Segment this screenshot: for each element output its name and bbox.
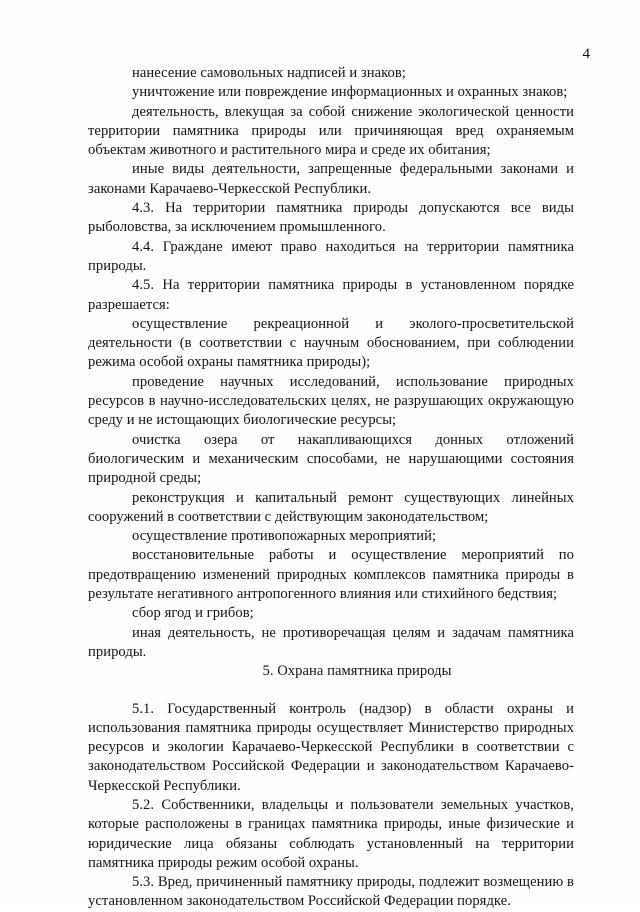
paragraph: 4.5. На территории памятника природы в установленном порядке разрешается: (88, 277, 574, 313)
paragraph: осуществление противопожарных мероприятий; (132, 528, 437, 545)
paragraph: 5.2. Собственники, владельцы и пользователи земельных участков, которые расположены в границах памятника природы, иные физические и юридические лица обязаны соблюдать установленный на территории памятника природы режим особой охраны. (88, 796, 574, 871)
paragraph: нанесение самовольных надписей и знаков; (132, 65, 406, 81)
page-number: 4 (582, 46, 590, 62)
paragraph: уничтожение или повреждение информационных и охранных знаков; (132, 84, 568, 101)
paragraph: сбор ягод и грибов; (132, 605, 254, 622)
paragraph: 5.3. Вред, причиненный памятнику природы, подлежит возмещению в установленном законодательством Российской Федерации порядке. (88, 874, 574, 910)
paragraph: осуществление рекреационной и эколого-просветительской деятельности (в соответствии с научным обоснованием, при соблюдении режима особой охраны памятника природы); (88, 315, 574, 371)
paragraph: деятельность, влекущая за собой снижение экологической ценности территории памятника природы или причиняющая вред охраняемым объектам животного и растительного мира и среде их обитания; (88, 103, 574, 159)
paragraph: очистка озера от накапливающихся донных отложений биологическим и механическим способами, не нарушающими состояния природной среды; (88, 431, 574, 487)
paragraph: 4.4. Граждане имеют право находиться на территории памятника природы. (88, 238, 574, 274)
paragraph: иная деятельность, не противоречащая целям и задачам памятника природы. (88, 624, 574, 660)
paragraph: 4.3. На территории памятника природы допускаются все виды рыболовства, за исключением промышленного. (88, 200, 574, 236)
document-body (88, 64, 574, 912)
section-heading: 5. Охрана памятника природы (262, 663, 452, 680)
paragraph: 5.1. Государственный контроль (надзор) в области охраны и использования памятника природы осуществляет Министерство природных ресурсов и экологии Карачаево-Черкесской Республики в соответствии с законодательством Российской Федерации и законодательством Карачаево-Черкесской Республики. (88, 700, 574, 794)
paragraph: реконструкция и капитальный ремонт существующих линейных сооружений в соответствии с действующим законодательством; (88, 489, 574, 525)
paragraph: проведение научных исследований, использование природных ресурсов в научно-исследовательских целях, не разрушающих окружающую среду и не истощающих биологические ресурсы; (88, 373, 574, 429)
paragraph: иные виды деятельности, запрещенные федеральными законами и законами Карачаево-Черкесской Республики. (88, 161, 574, 197)
paragraph: восстановительные работы и осуществление мероприятий по предотвращению изменений природных комплексов памятника природы в результате негативного антропогенного влияния или стихийного бедствия; (88, 547, 574, 603)
section-gap (88, 682, 574, 700)
